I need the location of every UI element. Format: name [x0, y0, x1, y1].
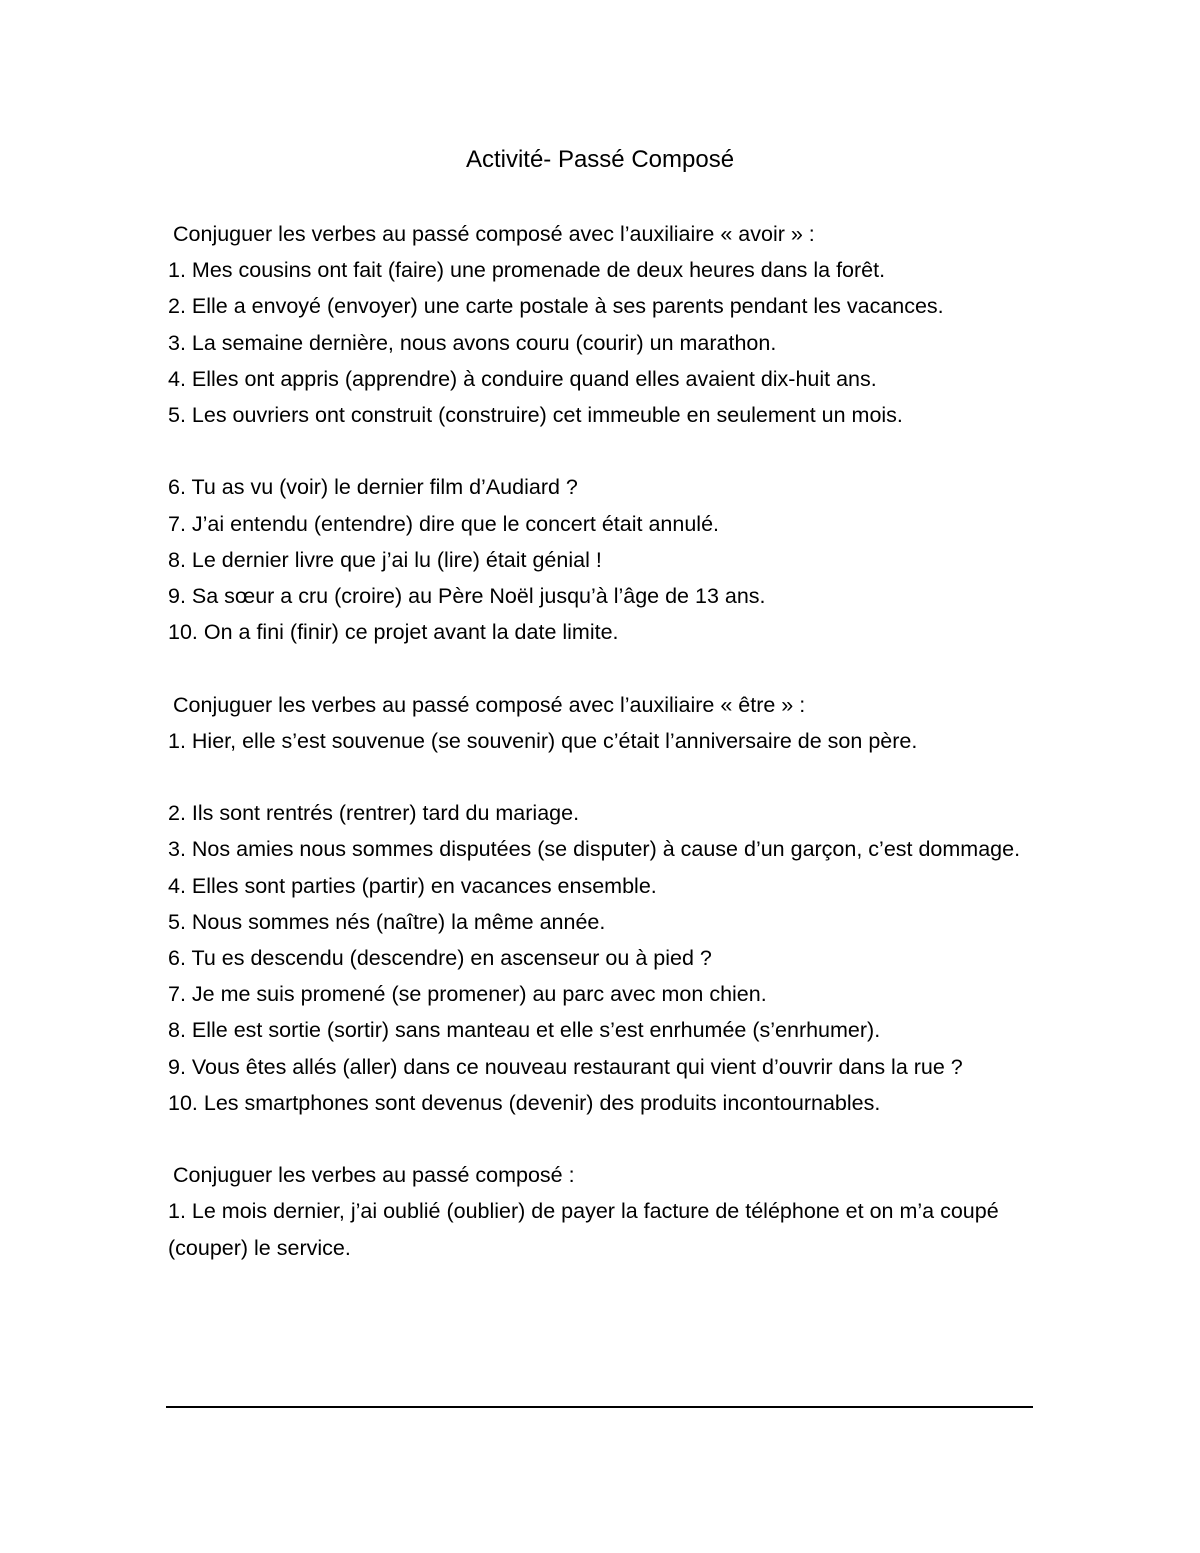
exercise-item: 3. Nos amies nous sommes disputées (se disputer) à cause d’un garçon, c’est dommage. [168, 837, 1021, 862]
blank-line [168, 433, 1038, 469]
exercise-item: 10. Les smartphones sont devenus (devenir) des produits incontournables. [168, 1090, 881, 1115]
answer-underline [166, 1406, 1033, 1408]
exercise-item: 8. Elle est sortie (sortir) sans manteau et elle s’est enrhumée (s’enrhumer). [168, 1018, 881, 1043]
section-heading-avoir: Conjuguer les verbes au passé composé avec l’auxiliaire « avoir » : [173, 222, 815, 246]
exercise-item: 5. Les ouvriers ont construit (construire) cet immeuble en seulement un mois. [168, 403, 903, 428]
exercise-item: 7. J’ai entendu (entendre) dire que le concert était annulé. [168, 511, 720, 536]
worksheet-content [168, 216, 1038, 1266]
exercise-item: 3. La semaine dernière, nous avons couru (courir) un marathon. [168, 330, 777, 355]
exercise-item: 6. Tu es descendu (descendre) en ascenseur ou à pied ? [168, 946, 712, 971]
page-title: Activité- Passé Composé [465, 146, 735, 173]
exercise-item: 6. Tu as vu (voir) le dernier film d’Audiard ? [168, 475, 578, 500]
exercise-item: 4. Elles sont parties (partir) en vacances ensemble. [168, 873, 657, 898]
exercise-item: 4. Elles ont appris (apprendre) à conduire quand elles avaient dix-huit ans. [168, 366, 877, 391]
section-heading-mixed: Conjuguer les verbes au passé composé : [173, 1163, 575, 1188]
exercise-item: 1. Le mois dernier, j’ai oublié (oublier) de payer la facture de téléphone et on m’a coupé (couper) le service. [168, 1199, 999, 1260]
blank-line [168, 1121, 1038, 1157]
exercise-item: 2. Ils sont rentrés (rentrer) tard du mariage. [168, 801, 580, 826]
blank-line [168, 759, 1038, 795]
exercise-item: 9. Vous êtes allés (aller) dans ce nouveau restaurant qui vient d’ouvrir dans la rue ? [168, 1054, 963, 1079]
blank-line [168, 650, 1038, 686]
exercise-item: 8. Le dernier livre que j’ai lu (lire) était génial ! [168, 547, 602, 572]
exercise-item: 10. On a fini (finir) ce projet avant la date limite. [168, 620, 619, 645]
exercise-item: 2. Elle a envoyé (envoyer) une carte postale à ses parents pendant les vacances. [168, 294, 944, 319]
section-heading-etre: Conjuguer les verbes au passé composé avec l’auxiliaire « être » : [173, 692, 806, 717]
exercise-item: 5. Nous sommes nés (naître) la même année. [168, 909, 606, 934]
exercise-item: 7. Je me suis promené (se promener) au parc avec mon chien. [168, 982, 767, 1007]
exercise-item: 9. Sa sœur a cru (croire) au Père Noël jusqu’à l’âge de 13 ans. [168, 584, 766, 609]
exercise-item: 1. Mes cousins ont fait (faire) une promenade de deux heures dans la forêt. [168, 258, 886, 283]
exercise-item: 1. Hier, elle s’est souvenue (se souvenir) que c’était l’anniversaire de son père. [168, 728, 918, 753]
